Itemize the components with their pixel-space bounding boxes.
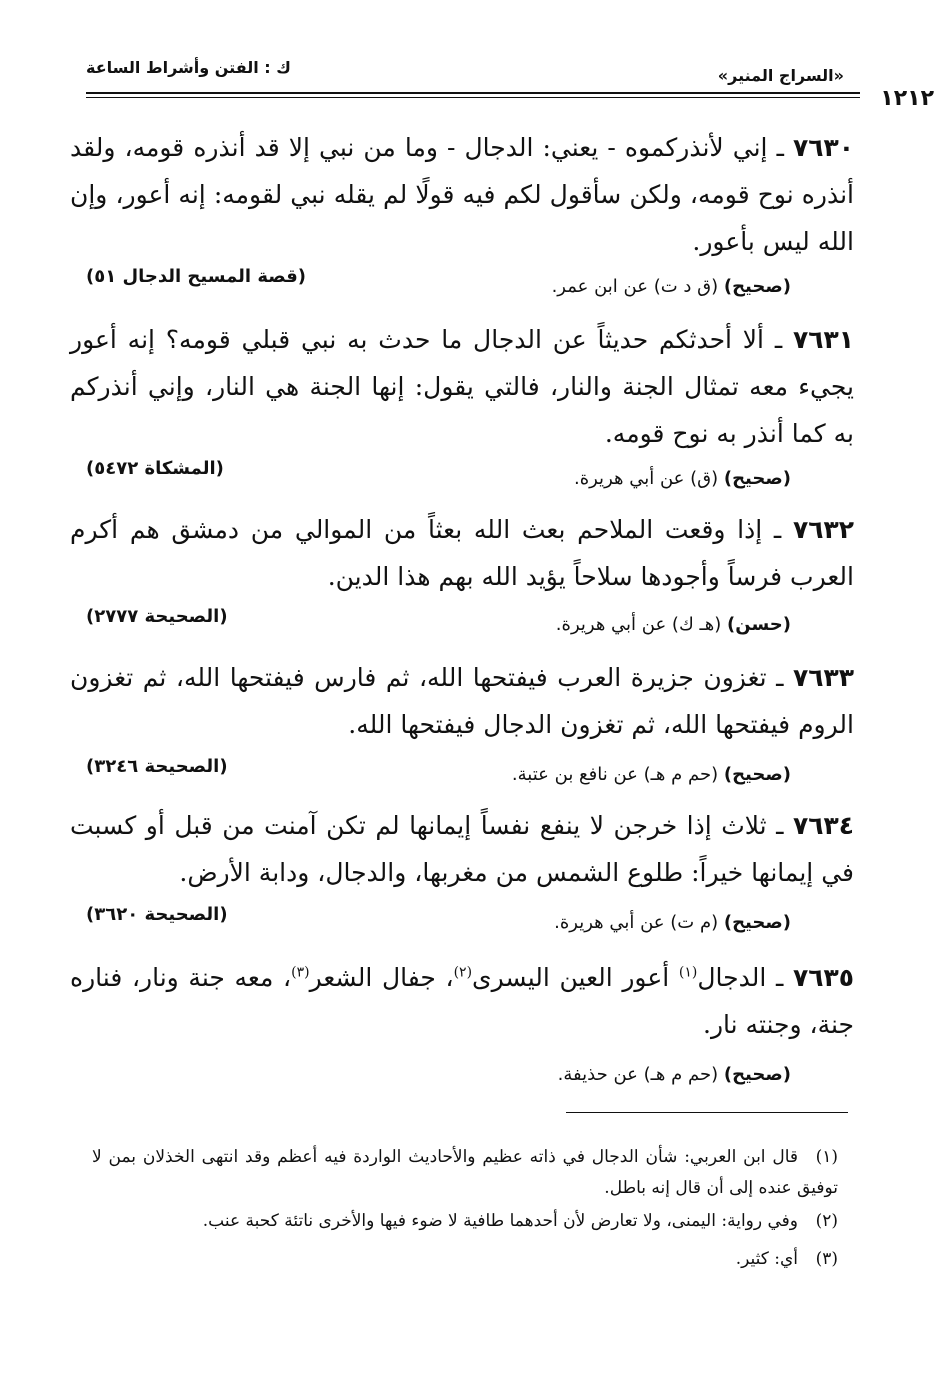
hadith-reference: (قصة المسيح الدجال ٥١) — [86, 266, 306, 287]
hadith-grade: (صحيح) — [723, 468, 791, 489]
hadith-source — [558, 1064, 791, 1085]
footnote-2 — [92, 1206, 838, 1237]
footnote-3 — [92, 1244, 838, 1275]
hadith-reference: (الصحيحة ٣٢٤٦) — [86, 756, 228, 777]
hadith-7632: ٧٦٣٢ ـ إذا وقعت الملاحم بعث الله بعثاً من الموالي من دمشق هم أكرم العرب فرساً وأجودها سلاحاً يؤيد الله بهم هذا الدين. — [70, 515, 854, 591]
header-rule — [86, 92, 860, 94]
hadith-7630: ٧٦٣٠ ـ إني لأنذركموه - يعني: الدجال - وما من نبي إلا قد أنذره قومه، ولقد أنذره نوح قومه، ولكن سأقول لكم فيه قولًا لم يقله نبي لقومه: إنه أعور، وإن الله ليس بأعور. — [70, 133, 854, 256]
footnote-1 — [92, 1142, 838, 1204]
hadith-reference: (الصحيحة ٣٦٢٠) — [86, 904, 228, 925]
hadith-7634: ٧٦٣٤ ـ ثلاث إذا خرجن لا ينفع نفساً إيمانها لم تكن آمنت من قبل أو كسبت في إيمانها خيراً: طلوع الشمس من مغربها، والدجال، ودابة الأرض. — [70, 811, 854, 887]
footnote-text: قال ابن العربي: شأن الدجال في ذاته عظيم والأحاديث الواردة فيه أعظم وقد انتهى الخذلان بمن لا توفيق عنده إلى أن قال إنه باطل. — [92, 1147, 838, 1198]
hadith-reference: (المشكاة ٥٤٧٢) — [86, 458, 224, 479]
hadith-source — [574, 468, 791, 489]
chapter-title: ك : الفتن وأشراط الساعة — [86, 58, 291, 77]
hadith-takhrij: (ق) عن أبي هريرة. — [573, 468, 719, 489]
hadith-number: ٧٦٣٢ — [792, 515, 854, 544]
hadith-source — [554, 912, 791, 933]
footnote-number: (٢) — [815, 1211, 838, 1231]
hadith-number: ٧٦٣١ — [792, 325, 855, 354]
footnote-rule — [566, 1112, 848, 1113]
hadith-text: إذا وقعت الملاحم بعث الله بعثاً من الموالي من دمشق هم أكرم العرب فرساً وأجودها سلاحاً يؤيد الله بهم هذا الدين. — [70, 515, 854, 591]
hadith-text: ألا أحدثكم حديثاً عن الدجال ما حدث به نبي قبلي قومه؟ إنه أعور يجيء معه تمثال الجنة والنار، فالتي يقول: إنها الجنة هي النار، وإني أنذركم به كما أنذر به نوح قومه. — [70, 325, 854, 448]
hadith-text: ثلاث إذا خرجن لا ينفع نفساً إيمانها لم تكن آمنت من قبل أو كسبت في إيمانها خيراً: طلوع الشمس من مغربها، والدجال، ودابة الأرض. — [70, 811, 854, 887]
hadith-grade: (صحيح) — [723, 912, 791, 933]
hadith-number: ٧٦٣٠ — [792, 133, 854, 162]
hadith-takhrij: (هـ ك) عن أبي هريرة. — [555, 614, 722, 635]
hadith-7633: ٧٦٣٣ ـ تغزون جزيرة العرب فيفتحها الله، ثم فارس فيفتحها الله، ثم تغزون الروم فيفتحها الله، ثم تغزون الدجال فيفتحها الله. — [70, 663, 854, 739]
hadith-takhrij: (م ت) عن أبي هريرة. — [554, 912, 719, 933]
hadith-text-part: أعور العين اليسرى — [472, 963, 670, 992]
footnote-text: وفي رواية: اليمنى، ولا تعارض لأن أحدهما طافية لا ضوء فيها والأخرى ناتئة كحبة عنب. — [202, 1211, 798, 1231]
footnote-mark: (١) — [678, 964, 698, 981]
hadith-takhrij: (حم م هـ) عن حذيفة. — [557, 1064, 719, 1085]
footnote-mark: (٢) — [453, 964, 473, 981]
header-rule-thin — [86, 97, 860, 98]
hadith-grade: (صحيح) — [723, 1064, 791, 1085]
hadith-takhrij: (حم م هـ) عن نافع بن عتبة. — [511, 764, 719, 785]
hadith-grade: (صحيح) — [723, 764, 791, 785]
footnote-text: أي: كثير. — [735, 1249, 798, 1269]
hadith-text-part: الدجال — [697, 963, 767, 992]
footnote-number: (١) — [815, 1147, 838, 1167]
page-number: ١٢١٢ — [880, 86, 934, 111]
hadith-grade: (صحيح) — [723, 276, 791, 297]
hadith-7631: ٧٦٣١ ـ ألا أحدثكم حديثاً عن الدجال ما حدث به نبي قبلي قومه؟ إنه أعور يجيء معه تمثال الجنة والنار، فالتي يقول: إنها الجنة هي النار، وإني أنذركم به كما أنذر به نوح قومه. — [70, 325, 855, 448]
hadith-text: تغزون جزيرة العرب فيفتحها الله، ثم فارس فيفتحها الله، ثم تغزون الروم فيفتحها الله، ثم تغزون الدجال فيفتحها الله. — [70, 663, 854, 739]
footnote-mark: (٣) — [291, 964, 310, 981]
hadith-text: إني لأنذركموه - يعني: الدجال - وما من نبي إلا قد أنذره قومه، ولقد أنذره نوح قومه، ولكن سأقول لكم فيه قولًا لم يقله نبي لقومه: إنه أعور، وإن الله ليس بأعور. — [70, 133, 854, 256]
hadith-number: ٧٦٣٤ — [792, 811, 854, 840]
book-title: «السراج المنير» — [717, 66, 844, 85]
hadith-source — [552, 276, 791, 297]
hadith-text-part: ، جفال الشعر — [309, 963, 454, 992]
hadith-reference: (الصحيحة ٢٧٧٧) — [86, 606, 228, 627]
hadith-text-part: ، معه جنة ونار، فناره جنة، وجنته نار. — [70, 963, 854, 1039]
hadith-takhrij: (ق د ت) عن ابن عمر. — [551, 276, 719, 297]
hadith-number: ٧٦٣٣ — [792, 663, 854, 692]
hadith-grade: (حسن) — [727, 614, 791, 635]
hadith-source — [556, 614, 791, 635]
hadith-source — [512, 764, 791, 785]
footnote-number: (٣) — [815, 1249, 838, 1269]
hadith-number: ٧٦٣٥ — [792, 963, 854, 992]
hadith-7635: ٧٦٣٥ ـ الدجال$^{(١)}$ أعور العين اليسرى$^{(٢)}$، جفال الشعر$^{(٣)}$، معه جنة ونار، فناره جنة، وجنته نار. — [70, 963, 854, 1039]
